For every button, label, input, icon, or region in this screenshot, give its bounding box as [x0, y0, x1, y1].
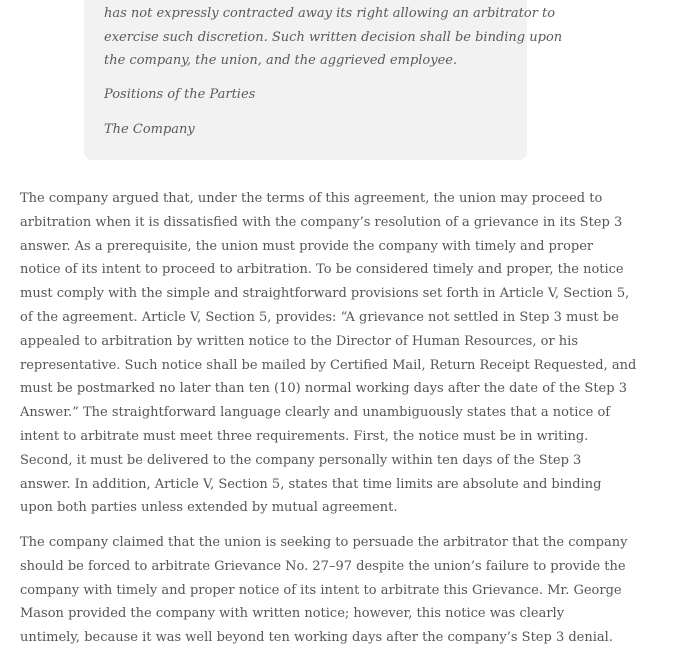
paragraph-line: upon both parties unless extended by mutual agreement. — [20, 500, 398, 516]
positions-heading: Positions of the Parties — [104, 87, 256, 102]
paragraph-line: appealed to arbitration by written notice to the Director of Human Resources, or his — [20, 333, 578, 349]
paragraph-line: Answer.” The straightforward language clearly and unambiguously states that a notice of — [20, 405, 611, 421]
paragraph-line: of the agreement. Article V, Section 5, provides: “A grievance not settled in Step 3 must be — [20, 309, 619, 325]
blockquote-line: exercise such discretion. Such written decision shall be binding upon — [104, 29, 563, 45]
paragraph-1 — [20, 187, 637, 520]
paragraph-line: representative. Such notice shall be mailed by Certified Mail, Return Receipt Requested, and — [20, 357, 637, 373]
paragraph-line: The company argued that, under the terms of this agreement, the union may proceed to — [20, 191, 603, 206]
paragraph-line: arbitration when it is dissatisfied with the company’s resolution of a grievance in its Step 3 — [20, 214, 623, 230]
blockquote-text — [104, 2, 563, 73]
blockquote-line: has not expressly contracted away its right allowing an arbitrator to — [104, 6, 556, 21]
blockquote-line: the company, the union, and the aggrieved employee. — [104, 53, 458, 69]
paragraph-line: must be postmarked no later than ten (10) normal working days after the date of the Step 3 — [20, 381, 627, 397]
paragraph-line: must comply with the simple and straightforward provisions set forth in Article V, Section 5, — [20, 286, 630, 302]
paragraph-line: should be forced to arbitrate Grievance No. 27–97 despite the union’s failure to provide the — [20, 558, 626, 574]
paragraph-line: notice of its intent to proceed to arbitration. To be considered timely and proper, the notice — [20, 262, 624, 278]
paragraph-2 — [20, 531, 628, 650]
paragraph-line: The company claimed that the union is seeking to persuade the arbitrator that the company — [20, 535, 628, 550]
paragraph-line: Mason provided the company with written notice; however, this notice was clearly — [20, 606, 565, 622]
paragraph-line: answer. As a prerequisite, the union must provide the company with timely and proper — [20, 238, 594, 254]
paragraph-line: intent to arbitrate must meet three requirements. First, the notice must be in writing. — [20, 428, 589, 444]
company-heading: The Company — [104, 122, 195, 137]
paragraph-line: answer. In addition, Article V, Section 5, states that time limits are absolute and binding — [20, 476, 602, 492]
paragraph-line: company with timely and proper notice of its intent to arbitrate this Grievance. Mr. George — [20, 582, 622, 598]
paragraph-line: Second, it must be delivered to the company personally within ten days of the Step 3 — [20, 452, 582, 468]
paragraph-line: untimely, because it was well beyond ten working days after the company’s Step 3 denial. — [20, 630, 613, 646]
